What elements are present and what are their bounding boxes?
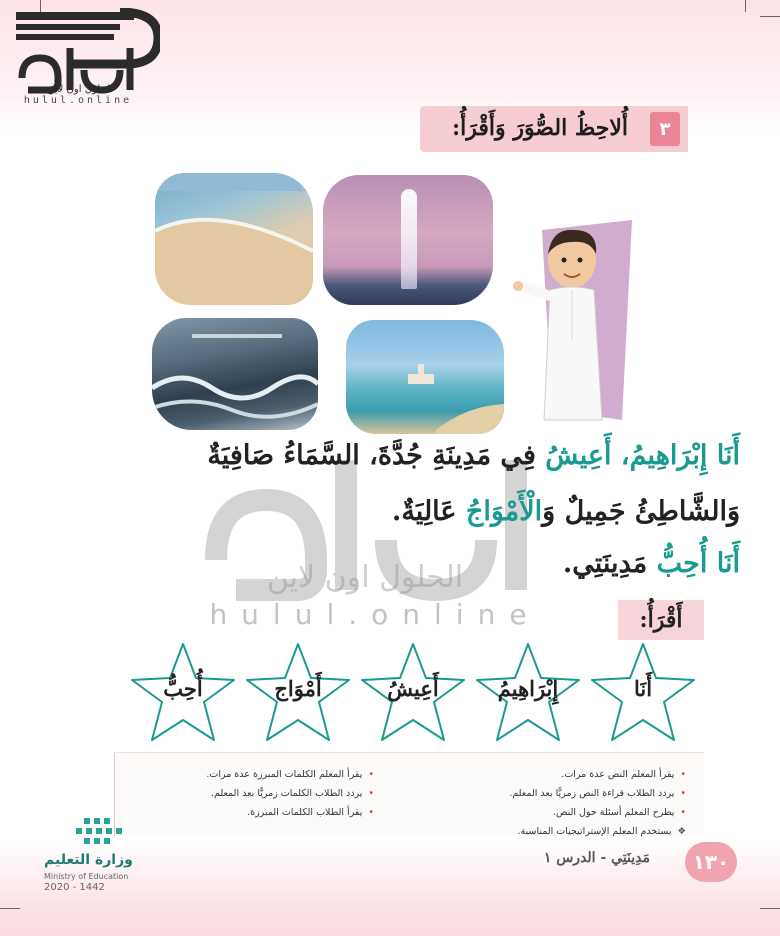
- crop-mark: [745, 0, 746, 12]
- fountain-jet-icon: [401, 189, 417, 289]
- watermark-url: hulul.online: [209, 598, 541, 631]
- star-word-card: [588, 640, 698, 750]
- star-word-card: [358, 640, 468, 750]
- section-header: [420, 106, 688, 152]
- star-word-card: [473, 640, 583, 750]
- ministry-logo: [28, 816, 148, 896]
- crop-mark: [0, 908, 20, 909]
- word-aeesh: أَعِيشُ: [545, 440, 612, 471]
- passage-line-2: [392, 496, 740, 527]
- section-number: ٣: [650, 112, 680, 146]
- star-word: إِبْرَاهِيمُ: [497, 676, 559, 701]
- watermark-arabic: الحلول اون لاين: [266, 560, 464, 595]
- word-ana-2: أَنَا: [716, 548, 740, 579]
- sea-photo: [346, 320, 504, 434]
- boy-character: [512, 220, 632, 440]
- waves-photo: [152, 318, 318, 430]
- crop-mark: [760, 908, 780, 909]
- star-word: أَمْوَاج: [274, 676, 322, 701]
- notes-right-column: [509, 765, 686, 841]
- star-word: أُحِبُّ: [163, 676, 203, 701]
- word-stars: [118, 640, 698, 750]
- line-2-waw: وَ: [542, 496, 556, 527]
- note-item: • يقرأ الطلاب الكلمات المبرزة.: [206, 803, 374, 822]
- boy-character-icon: [512, 220, 632, 440]
- note-item-strategy: ❖ يستخدم المعلم الإستراتيجيات المناسبة.: [509, 822, 686, 841]
- line-2-end: عَالِيَةٌ.: [391, 496, 457, 527]
- logo-arabic: الحلول اون لاين: [47, 84, 113, 95]
- crop-mark: [760, 16, 780, 17]
- note-item: • يقرأ المعلم النص عدة مرات.: [509, 765, 686, 784]
- ministry-arabic: وزارة التعليم: [44, 852, 133, 868]
- line-2-start: وَالشَّاطِئُ جَمِيلٌ: [564, 496, 740, 527]
- note-item: • يردد الطلاب الكلمات زمريًّا بعد المعلم.: [206, 784, 374, 803]
- page-number: ١٣٠: [685, 842, 737, 882]
- star-word: أَنَا: [633, 676, 653, 701]
- word-amwaj: الْأَمْوَاجُ: [465, 496, 543, 527]
- sea-building-icon: [346, 320, 504, 434]
- beach-photo: [155, 173, 313, 305]
- word-ana: أَنَا: [716, 440, 740, 471]
- section-title: أُلاحِظُ الصُّوَرَ وَأَقْرَأُ:: [452, 115, 628, 141]
- star-word: أَعِيشُ: [387, 676, 439, 701]
- notes-left-column: [206, 765, 374, 822]
- beach-shore-icon: [155, 173, 313, 305]
- passage-line-1: [207, 440, 740, 471]
- read-label: أَقْرَأُ:: [618, 600, 704, 640]
- line-3-rest: مَدِينَتِي.: [562, 548, 648, 579]
- note-item: • يقرأ المعلم الكلمات المبرزة عدة مرات.: [206, 765, 374, 784]
- word-ibrahim: إِبْرَاهِيمُ،: [620, 440, 708, 471]
- footer-lesson-title: مَدِينَتِي - الدرس ١: [543, 850, 650, 866]
- fountain-photo: [323, 175, 493, 305]
- ministry-english: Ministry of Education: [44, 872, 129, 881]
- ministry-dots-icon: [28, 816, 148, 852]
- note-item: • يطرح المعلم أسئلة حول النص.: [509, 803, 686, 822]
- ministry-year: 2020 - 1442: [44, 882, 105, 893]
- line-1-rest: فِي مَدِينَةِ جُدَّةَ، السَّمَاءُ صَافِيَةٌ: [207, 440, 536, 471]
- star-word-card: [128, 640, 238, 750]
- passage-line-3: [563, 548, 740, 579]
- word-uhibbu: أُحِبُّ: [656, 548, 708, 579]
- logo-url: hulul.online: [23, 95, 133, 106]
- waves-icon: [152, 318, 318, 430]
- note-item: • يردد الطلاب قراءة النص زمريًّا بعد المعلم.: [509, 784, 686, 803]
- star-word-card: [243, 640, 353, 750]
- teacher-notes: [114, 752, 704, 836]
